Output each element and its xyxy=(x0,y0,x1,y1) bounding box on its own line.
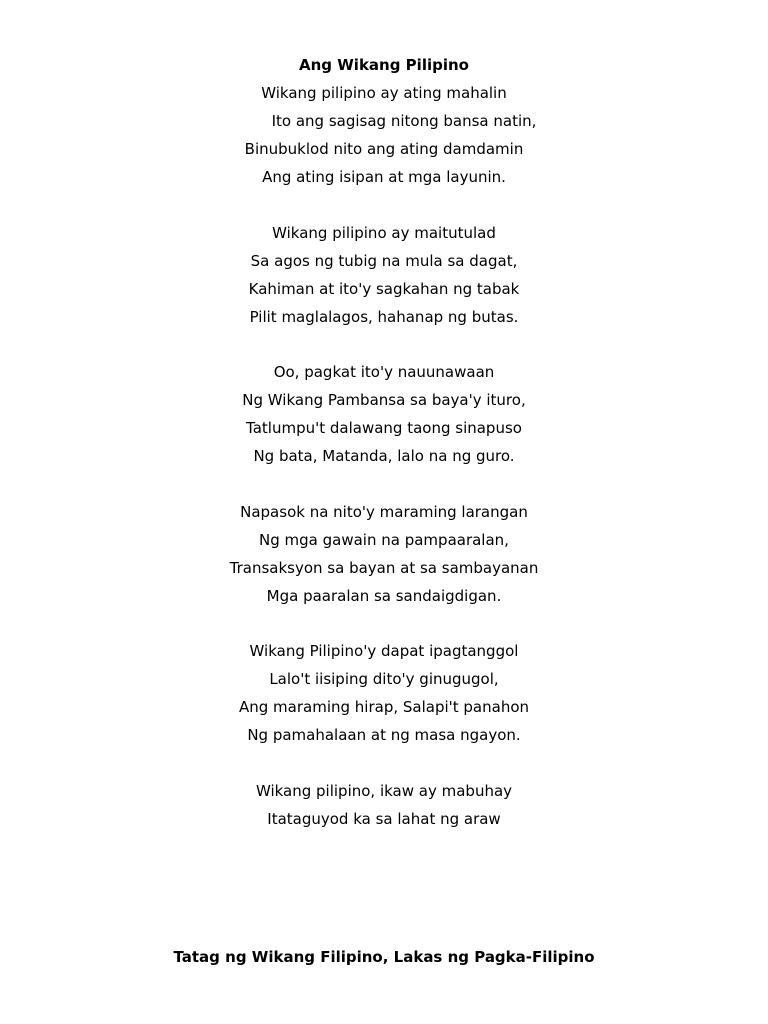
stanza-4 xyxy=(0,498,768,610)
poem-line: Tatlumpu't dalawang taong sinapuso xyxy=(246,419,522,437)
poem xyxy=(0,51,768,833)
poem-line: Ng pamahalaan at ng masa ngayon. xyxy=(247,726,521,744)
stanza-1 xyxy=(0,79,768,191)
stanza-6 xyxy=(0,777,768,833)
poem-line: Binubuklod nito ang ating damdamin xyxy=(244,140,524,158)
poem-line: Oo, pagkat ito'y nauunawaan xyxy=(273,363,495,381)
poem-line: Ang maraming hirap, Salapi't panahon xyxy=(238,698,530,716)
footer-tagline: Tatag ng Wikang Filipino, Lakas ng Pagka-Filipino xyxy=(173,948,595,966)
poem-line: Wikang pilipino ay ating mahalin xyxy=(261,84,507,102)
poem-line: Pilit maglalagos, hahanap ng butas. xyxy=(249,307,519,326)
poem-line: Napasok na nito'y maraming larangan xyxy=(240,502,528,521)
poem-line: Ng Wikang Pambansa sa baya'y ituro, xyxy=(242,391,526,409)
stanza-5 xyxy=(0,637,768,749)
poem-line: Ito ang sagisag nitong bansa natin, xyxy=(271,112,537,130)
poem-line: Ang ating isipan at mga layunin. xyxy=(262,168,506,186)
poem-line: Itataguyod ka sa lahat ng araw xyxy=(267,809,501,828)
stanza-gap xyxy=(0,470,768,498)
stanza-2 xyxy=(0,219,768,331)
stanza-3 xyxy=(0,358,768,470)
poem-line: Mga paaralan sa sandaigdigan. xyxy=(266,586,502,605)
poem-title: Ang Wikang Pilipino xyxy=(299,56,469,74)
poem-line: Ng mga gawain na pampaaralan, xyxy=(259,530,509,549)
stanza-gap xyxy=(0,610,768,638)
poem-line: Wikang Pilipino'y dapat ipagtanggol xyxy=(249,642,519,660)
poem-line: Wikang pilipino ay maitutulad xyxy=(272,223,496,242)
poem-line: Wikang pilipino, ikaw ay mabuhay xyxy=(255,781,513,800)
poem-line: Transaksyon sa bayan at sa sambayanan xyxy=(229,558,539,577)
poem-line: Kahiman at ito'y sagkahan ng tabak xyxy=(248,279,520,298)
poem-line: Lalo't iisiping dito'y ginugugol, xyxy=(269,670,499,688)
stanza-gap xyxy=(0,749,768,777)
stanza-gap xyxy=(0,331,768,359)
stanza-gap xyxy=(0,191,768,219)
poem-line: Ng bata, Matanda, lalo na ng guro. xyxy=(253,447,515,465)
poem-line: Sa agos ng tubig na mula sa dagat, xyxy=(250,251,518,270)
